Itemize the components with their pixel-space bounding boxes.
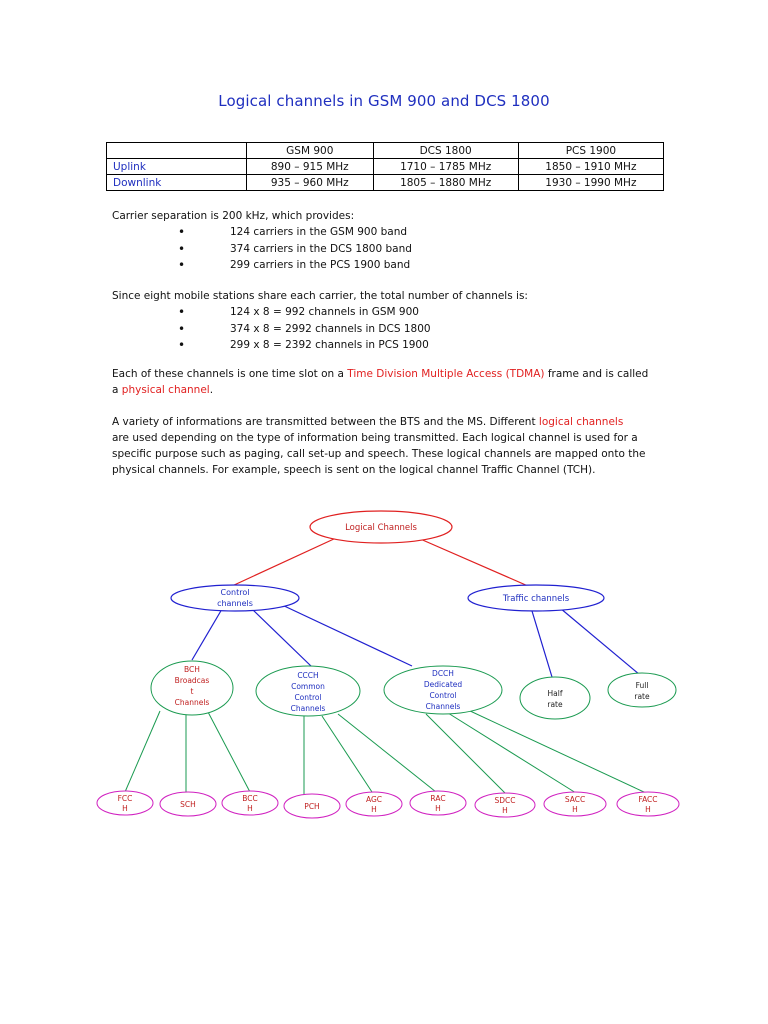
leaf-label: H: [122, 804, 128, 813]
table-header-cell: PCS 1900: [518, 143, 663, 159]
leaf-label: H: [371, 805, 377, 814]
table-cell: 935 – 960 MHz: [247, 175, 374, 191]
node-label: channels: [217, 599, 253, 608]
leaf-label: FCC: [117, 794, 133, 803]
node-label: rate: [547, 700, 563, 709]
leaf-label: SDCC: [494, 796, 516, 805]
leaf-pch: [284, 794, 340, 818]
page-title: Logical channels in GSM 900 and DCS 1800: [218, 92, 550, 110]
tdma-term: Time Division Multiple Access (TDMA): [347, 368, 545, 380]
paragraph-text: A variety of informations are transmitted between the BTS and the MS. Different: [112, 416, 539, 428]
leaf-label: RAC: [430, 794, 446, 803]
leaf-sacch: [544, 792, 606, 816]
leaf-fcch: [97, 791, 153, 815]
node-label: Control: [429, 691, 457, 700]
leaf-sch: [160, 792, 216, 816]
node-label: Common: [291, 682, 325, 691]
node-ccch: [256, 666, 360, 716]
leaf-bcch: [222, 791, 278, 815]
connector-control-dcch: [280, 604, 412, 666]
connector-dcch-sacch: [448, 713, 576, 793]
paragraph-text: frame and is called a: [112, 368, 649, 396]
connector-control-bch: [192, 609, 222, 660]
table-header-cell: DCS 1800: [373, 143, 518, 159]
channels-intro: Since eight mobile stations share each carrier, the total number of channels is:: [112, 290, 528, 302]
connector-control-ccch: [252, 609, 312, 667]
node-label: Full: [635, 681, 649, 690]
row-label-uplink: Uplink: [107, 159, 247, 175]
node-label: Half: [547, 689, 563, 698]
carrier-list: [178, 224, 412, 274]
list-item: • 374 x 8 = 2992 channels in DCS 1800: [178, 321, 431, 338]
leaf-rach: [410, 791, 466, 815]
logical-channels-term: logical channels: [538, 416, 624, 428]
node-label: rate: [634, 692, 650, 701]
node-label: Broadcas: [174, 676, 210, 685]
leaf-agch: [346, 792, 402, 816]
node-label: Control: [220, 588, 250, 597]
leaf-facch: [617, 792, 679, 816]
leaf-label: H: [572, 805, 578, 814]
list-item: • 299 x 8 = 2392 channels in PCS 1900: [178, 337, 431, 354]
leaf-label: BCC: [242, 794, 258, 803]
table-cell: 1930 – 1990 MHz: [518, 175, 663, 191]
leaf-label: H: [247, 804, 253, 813]
node-half-rate: [520, 677, 590, 719]
node-label: Traffic channels: [502, 594, 570, 604]
paragraph-text: Each of these channels is one time slot on a: [112, 368, 348, 380]
list-item: • 124 x 8 = 992 channels in GSM 900: [178, 304, 431, 321]
leaf-label: H: [502, 806, 508, 815]
paragraph-line: specific purpose such as paging, call set-up and speech. These logical channels are mapped onto the: [112, 448, 646, 460]
connector-ccch-rach: [338, 714, 436, 792]
leaf-label: SCH: [180, 800, 196, 809]
connector-root-traffic: [418, 538, 528, 586]
table-cell: 1710 – 1785 MHz: [373, 159, 518, 175]
paragraph-line: [112, 414, 657, 430]
leaf-label: PCH: [304, 802, 320, 811]
node-full-rate: [608, 673, 676, 707]
node-dcch: [384, 666, 502, 714]
table-header-cell: GSM 900: [247, 143, 374, 159]
paragraph-line: are used depending on the type of information being transmitted. Each logical channel is used for a: [112, 432, 638, 444]
leaf-label: H: [435, 804, 441, 813]
connector-traffic-full: [560, 608, 640, 675]
leaf-label: SACC: [564, 795, 586, 804]
physical-channel-paragraph: [112, 366, 657, 398]
row-label-downlink: Downlink: [107, 175, 247, 191]
carrier-intro: Carrier separation is 200 kHz, which provides:: [112, 210, 355, 222]
node-label: t: [190, 687, 194, 696]
paragraph-text: .: [209, 384, 214, 396]
table-header-row: [107, 143, 664, 159]
connector-dcch-sdcch: [426, 714, 505, 793]
list-item: • 124 carriers in the GSM 900 band: [178, 224, 412, 241]
leaf-label: FACC: [638, 795, 658, 804]
node-label: Channels: [174, 698, 210, 707]
table-cell: 1850 – 1910 MHz: [518, 159, 663, 175]
leaf-label: H: [645, 805, 651, 814]
node-label: Dedicated: [423, 680, 463, 689]
connector-bch-fcch: [125, 711, 160, 792]
list-item: • 374 carriers in the DCS 1800 band: [178, 241, 412, 258]
leaf-label: AGC: [365, 795, 383, 804]
list-item: • 299 carriers in the PCS 1900 band: [178, 257, 412, 274]
connector-ccch-agch: [322, 716, 372, 792]
connector-traffic-half: [532, 611, 552, 677]
node-label: DCCH: [432, 669, 454, 678]
frequency-table: [106, 142, 664, 191]
table-row: [107, 159, 664, 175]
table-row: [107, 175, 664, 191]
leaf-sdcch: [475, 793, 535, 817]
node-label: Channels: [425, 702, 461, 711]
root-connectors: [232, 538, 528, 586]
node-bch: [151, 661, 233, 715]
logical-channel-tree-diagram: [0, 500, 768, 830]
channels-list: [178, 304, 431, 354]
node-control-channels: [171, 585, 299, 611]
table-header-cell: [107, 143, 247, 159]
node-traffic-channels: [468, 585, 604, 611]
table-cell: 890 – 915 MHz: [247, 159, 374, 175]
node-logical-channels: [310, 511, 452, 543]
table-cell: 1805 – 1880 MHz: [373, 175, 518, 191]
paragraph-line: physical channels. For example, speech is sent on the logical channel Traffic Channel (TCH).: [112, 464, 596, 476]
physical-channel-term: physical channel: [121, 384, 210, 396]
node-label: Logical Channels: [345, 523, 417, 533]
connector-bch-bcch: [208, 712, 250, 792]
node-label: BCH: [184, 665, 200, 674]
node-label: Channels: [290, 704, 326, 713]
logical-channels-paragraph: [112, 414, 657, 478]
group-connectors: [125, 710, 646, 796]
control-connectors: [192, 604, 640, 677]
node-label: Control: [294, 693, 322, 702]
node-label: CCCH: [297, 671, 319, 680]
connector-root-control: [232, 538, 336, 586]
